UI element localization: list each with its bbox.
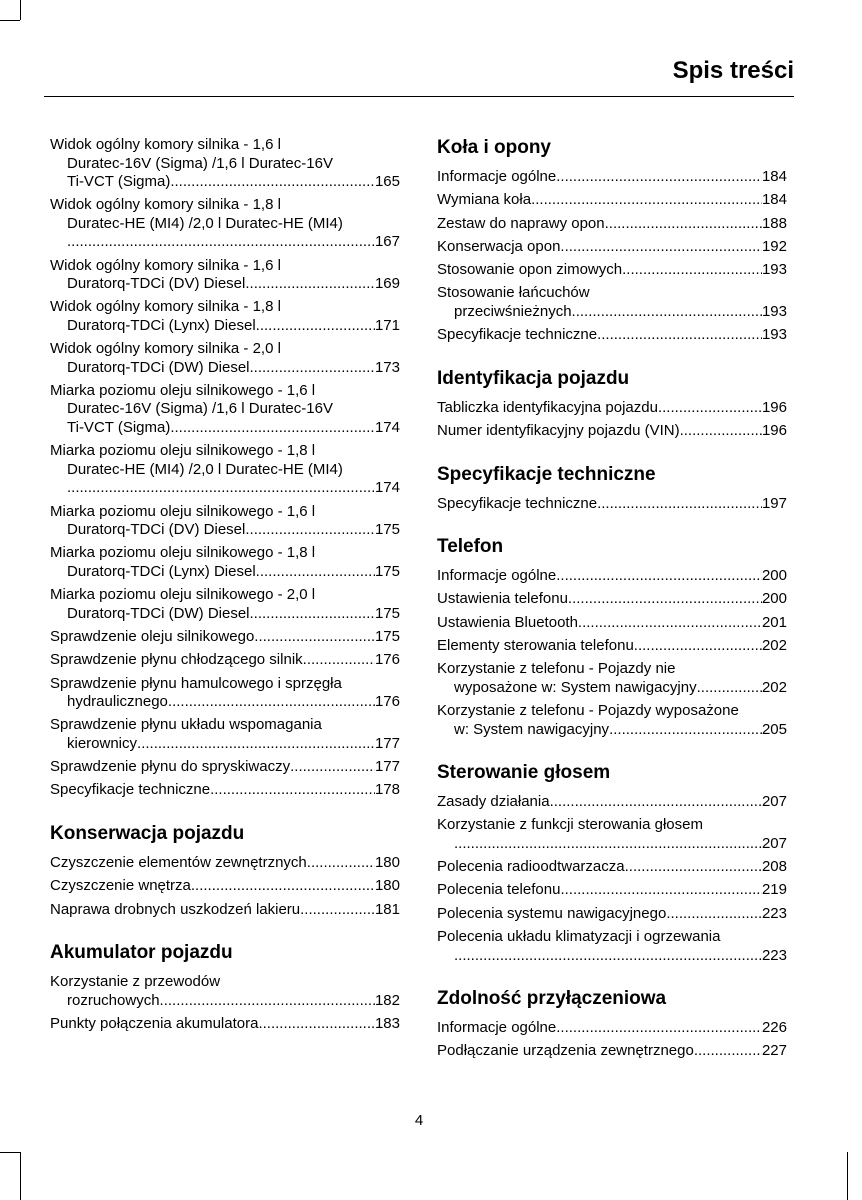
toc-page-number: 207 (761, 793, 787, 811)
toc-entry-line: Stosowanie łańcuchów (437, 284, 590, 302)
toc-page-number: 173 (374, 358, 400, 376)
toc-page-number: 200 (761, 590, 787, 608)
toc-entry-text: Specyfikacje techniczne (437, 494, 598, 512)
toc-entry-text: kierownicy (67, 734, 138, 752)
toc-page-number: 207 (761, 834, 787, 852)
toc-entry-text: Ti-VCT (Sigma) (67, 173, 171, 190)
toc-entry-text: Ustawienia Bluetooth (437, 613, 578, 631)
dot-leader (578, 614, 762, 633)
toc-entry-line: Widok ogólny komory silnika - 2,0 l (50, 340, 281, 358)
toc-entry-last-line (437, 881, 787, 900)
toc-entry-line: Duratec-HE (MI4) /2,0 l Duratec-HE (MI4) (67, 214, 343, 232)
toc-page-number: 202 (761, 678, 787, 696)
toc-entry-line: Widok ogólny komory silnika - 1,6 l (50, 136, 281, 153)
toc-entry-last-line (437, 399, 787, 418)
dot-leader (210, 781, 375, 800)
toc-entry-last-line (50, 992, 400, 1011)
crop-mark-top-left-vertical (20, 0, 21, 20)
toc-entry-last-line (437, 495, 787, 514)
toc-entry[interactable] (437, 614, 787, 633)
toc-entry[interactable] (50, 651, 400, 670)
toc-entry-last-line (50, 521, 400, 540)
toc-entry[interactable] (50, 973, 400, 1010)
toc-entry-text: Sprawdzenie oleju silnikowego (50, 627, 255, 645)
toc-page-number: 201 (761, 613, 787, 631)
toc-page-number: 196 (761, 422, 787, 440)
toc-entry-line: Korzystanie z telefonu - Pojazdy wyposażone (437, 702, 739, 720)
toc-entry-last-line (437, 215, 787, 234)
dot-leader (550, 793, 762, 812)
toc-page-number: 205 (761, 720, 787, 738)
toc-page-number: 175 (374, 627, 400, 645)
toc-page-number: 193 (761, 261, 787, 279)
toc-entry-last-line (437, 835, 787, 854)
toc-entry-text: Punkty połączenia akumulatora (50, 1014, 259, 1032)
toc-entry[interactable] (50, 781, 400, 800)
toc-entry-last-line (50, 173, 400, 192)
toc-entry-text: Informacje ogólne (437, 168, 557, 185)
toc-entry-text: Polecenia radioodtwarzacza (437, 858, 625, 876)
crop-mark-bottom-left-horizontal (0, 1152, 20, 1153)
toc-entry-last-line (437, 303, 787, 322)
toc-entry-last-line (437, 1042, 787, 1061)
dot-leader (560, 238, 762, 257)
toc-section (437, 136, 787, 345)
toc-entry-text: Specyfikacje techniczne (50, 781, 211, 799)
toc-entry-line: Widok ogólny komory silnika - 1,8 l (50, 196, 281, 214)
toc-entry-last-line (50, 877, 400, 896)
toc-entry[interactable] (437, 238, 787, 257)
dot-leader (168, 693, 375, 712)
dot-leader (303, 651, 375, 670)
dot-leader (256, 563, 375, 582)
toc-entry-last-line (50, 901, 400, 920)
toc-section (437, 987, 787, 1061)
toc-entry-text: Naprawa drobnych uszkodzeń lakieru (50, 900, 301, 918)
dot-leader (622, 261, 762, 280)
toc-entry[interactable] (437, 637, 787, 656)
toc-entry-text: Duratorq-TDCi (Lynx) Diesel (67, 316, 256, 334)
toc-entry-line: Widok ogólny komory silnika - 1,6 l (50, 256, 281, 274)
toc-page-number: 180 (374, 877, 400, 895)
toc-entry[interactable] (437, 191, 787, 210)
toc-entry[interactable] (437, 215, 787, 234)
toc-entry-line: Korzystanie z przewodów (50, 973, 221, 991)
dot-leader (256, 317, 375, 336)
toc-column-left (50, 136, 400, 1038)
toc-entry-last-line (50, 233, 400, 252)
toc-entry-line: Polecenia układu klimatyzacji i ogrzewania (437, 928, 721, 946)
toc-page-number: 192 (761, 237, 787, 255)
toc-entry[interactable] (50, 628, 400, 647)
section-heading: Identyfikacja pojazdu (437, 367, 630, 389)
toc-entry[interactable] (437, 881, 787, 900)
dot-leader (160, 992, 375, 1011)
toc-page-number: 167 (374, 233, 400, 251)
toc-page-number: 175 (374, 562, 400, 580)
toc-entry-last-line (437, 422, 787, 441)
toc-entry-last-line (50, 563, 400, 582)
toc-entry-text: Numer identyfikacyjny pojazdu (VIN) (437, 422, 680, 440)
toc-page-number: 184 (761, 191, 787, 209)
dot-leader (666, 905, 762, 924)
dot-leader (250, 359, 375, 378)
toc-page-number: 175 (374, 521, 400, 539)
toc-page-number: 174 (374, 418, 400, 436)
toc-entry-last-line (50, 628, 400, 647)
toc-entry[interactable] (50, 716, 400, 753)
toc-entry[interactable] (50, 1015, 400, 1034)
dot-leader (609, 721, 762, 740)
toc-entry[interactable] (50, 257, 400, 294)
toc-entry-line: Duratec-16V (Sigma) /1,6 l Duratec-16V (67, 400, 333, 418)
dot-leader (572, 303, 762, 322)
dot-leader (290, 758, 375, 777)
toc-entry[interactable] (437, 928, 787, 965)
toc-entry-text: Duratorq-TDCi (Lynx) Diesel (67, 562, 256, 580)
section-heading: Konserwacja pojazdu (50, 822, 245, 844)
toc-entry-text: hydraulicznego (67, 693, 168, 711)
toc-page-number: 208 (761, 858, 787, 876)
dot-leader (597, 495, 762, 514)
toc-column-right (437, 136, 787, 1066)
toc-entry-text: Stosowanie opon zimowych (437, 261, 623, 279)
toc-entry-last-line (437, 168, 787, 187)
toc-page-number: 181 (374, 900, 400, 918)
section-heading: Koła i opony (437, 137, 551, 158)
toc-entry[interactable] (50, 503, 400, 540)
toc-page-number: 193 (761, 302, 787, 320)
toc-section (437, 367, 787, 441)
toc-entry-text: Informacje ogólne (437, 1019, 557, 1037)
dot-leader (697, 679, 762, 698)
toc-entry[interactable] (437, 816, 787, 853)
toc-entry-last-line (437, 858, 787, 877)
toc-section (437, 535, 787, 739)
dot-leader (258, 1015, 375, 1034)
dot-leader (680, 422, 762, 441)
toc-entry[interactable] (437, 168, 787, 187)
toc-entry-line: Korzystanie z telefonu - Pojazdy nie (437, 660, 676, 678)
toc-section (437, 761, 787, 965)
crop-mark-bottom-left-vertical (20, 1152, 21, 1200)
dot-leader (556, 1019, 762, 1038)
toc-entry[interactable] (437, 567, 787, 586)
toc-entry-text: Polecenia systemu nawigacyjnego (437, 904, 667, 922)
dot-leader (67, 479, 375, 498)
toc-entry[interactable] (437, 660, 787, 697)
toc-entry-text: Duratorq-TDCi (DV) Diesel (67, 521, 246, 539)
page-number: 4 (414, 1112, 424, 1129)
toc-section (437, 463, 787, 514)
toc-entry-last-line (50, 651, 400, 670)
toc-entry-last-line (437, 191, 787, 210)
toc-page-number: 178 (374, 781, 400, 799)
toc-entry[interactable] (437, 261, 787, 280)
toc-entry-last-line (437, 793, 787, 812)
toc-entry-line: Sprawdzenie płynu układu wspomagania (50, 716, 322, 734)
toc-entry-text: Sprawdzenie płynu chłodzącego silnik (50, 651, 303, 669)
dot-leader (454, 947, 762, 966)
toc-entry-text: Konserwacja opon (437, 237, 561, 255)
dot-leader (556, 567, 762, 586)
toc-entry-line: Miarka poziomu oleju silnikowego - 1,8 l (50, 544, 316, 562)
toc-page-number: 197 (761, 494, 787, 512)
section-heading: Akumulator pojazdu (50, 942, 233, 964)
toc-page-number: 219 (761, 881, 787, 899)
toc-entry-last-line (50, 735, 400, 754)
crop-mark-top-left-horizontal (0, 20, 20, 21)
toc-entry[interactable] (50, 901, 400, 920)
toc-page-number: 171 (374, 316, 400, 334)
dot-leader (597, 326, 762, 345)
toc-entry[interactable] (437, 1042, 787, 1061)
dot-leader (170, 173, 375, 192)
toc-entry[interactable] (437, 858, 787, 877)
toc-entry[interactable] (50, 382, 400, 438)
toc-page-number: 182 (374, 991, 400, 1009)
toc-entry[interactable] (50, 442, 400, 498)
toc-entry-text: Specyfikacje techniczne (437, 326, 598, 344)
toc-page-number: 184 (761, 168, 787, 185)
toc-page-number: 200 (761, 567, 787, 585)
toc-entry-last-line (50, 605, 400, 624)
toc-page-number: 177 (374, 734, 400, 752)
toc-entry-last-line (50, 359, 400, 378)
toc-entry[interactable] (50, 675, 400, 712)
dot-leader (531, 191, 762, 210)
toc-entry-last-line (50, 854, 400, 873)
toc-section (50, 136, 400, 800)
toc-section (50, 941, 400, 1033)
dot-leader (605, 215, 762, 234)
toc-entry-text: Czyszczenie elementów zewnętrznych (50, 853, 307, 871)
toc-entry-text: w: System nawigacyjny (454, 720, 610, 738)
toc-page-number: 223 (761, 946, 787, 964)
dot-leader (556, 168, 762, 187)
toc-entry-text: Czyszczenie wnętrza (50, 877, 191, 895)
toc-page-number: 176 (374, 693, 400, 711)
crop-mark-bottom-right-vertical (847, 1152, 848, 1200)
dot-leader (307, 854, 375, 873)
dot-leader (625, 858, 762, 877)
page-title: Spis treści (672, 57, 794, 84)
toc-entry[interactable] (50, 586, 400, 623)
toc-entry-last-line (437, 1019, 787, 1038)
dot-leader (694, 1042, 762, 1061)
toc-entry[interactable] (437, 590, 787, 609)
toc-entry-text: Informacje ogólne (437, 567, 557, 585)
toc-entry[interactable] (437, 495, 787, 514)
toc-entry-text: Duratorq-TDCi (DW) Diesel (67, 358, 250, 376)
toc-page-number: 174 (374, 479, 400, 497)
dot-leader (170, 419, 375, 438)
toc-entry-text: Elementy sterowania telefonu (437, 636, 634, 654)
toc-page-number: 202 (761, 636, 787, 654)
toc-entry-last-line (50, 758, 400, 777)
toc-entry-last-line (50, 781, 400, 800)
toc-page-number: 169 (374, 275, 400, 293)
toc-entry-text: Duratorq-TDCi (DV) Diesel (67, 275, 246, 293)
toc-entry-line: Duratec-HE (MI4) /2,0 l Duratec-HE (MI4) (67, 460, 343, 478)
toc-entry[interactable] (50, 544, 400, 581)
toc-page-number: 183 (374, 1014, 400, 1032)
toc-entry[interactable] (50, 854, 400, 873)
toc-page-number: 223 (761, 904, 787, 922)
dot-leader (245, 275, 375, 294)
toc-entry[interactable] (437, 793, 787, 812)
toc-entry-line: Korzystanie z funkcji sterowania głosem (437, 816, 703, 834)
toc-entry-text: Wymiana koła (437, 191, 532, 209)
toc-entry-last-line (437, 721, 787, 740)
toc-entry-last-line (50, 275, 400, 294)
toc-entry-line: Miarka poziomu oleju silnikowego - 1,6 l (50, 502, 316, 520)
toc-entry-text: Polecenia telefonu (437, 881, 561, 899)
toc-entry-last-line (437, 261, 787, 280)
toc-entry[interactable] (50, 136, 400, 192)
toc-entry-last-line (50, 419, 400, 438)
toc-page-number: 180 (374, 853, 400, 871)
dot-leader (250, 605, 375, 624)
dot-leader (300, 901, 375, 920)
toc-entry-text: Sprawdzenie płynu do spryskiwaczy (50, 758, 291, 776)
toc-page-number: 227 (761, 1042, 787, 1060)
toc-entry-last-line (437, 637, 787, 656)
title-divider (44, 96, 794, 97)
dot-leader (67, 233, 375, 252)
toc-entry-line: Duratec-16V (Sigma) /1,6 l Duratec-16V (67, 154, 333, 172)
toc-entry-last-line (437, 679, 787, 698)
dot-leader (191, 877, 375, 896)
dot-leader (634, 637, 762, 656)
toc-page-number: 177 (374, 758, 400, 776)
dot-leader (560, 881, 762, 900)
toc-entry[interactable] (50, 196, 400, 252)
toc-entry-line: Sprawdzenie płynu hamulcowego i sprzęgła (50, 674, 342, 692)
toc-entry-last-line (437, 238, 787, 257)
toc-entry-last-line (437, 590, 787, 609)
toc-entry-text: Podłączanie urządzenia zewnętrznego (437, 1042, 694, 1060)
toc-entry-last-line (437, 947, 787, 966)
toc-entry-last-line (437, 905, 787, 924)
toc-entry[interactable] (437, 905, 787, 924)
toc-entry-text: Ustawienia telefonu (437, 590, 568, 608)
toc-page-number: 193 (761, 326, 787, 344)
toc-entry-text: wyposażone w: System nawigacyjny (454, 678, 697, 696)
dot-leader (245, 521, 375, 540)
toc-entry[interactable] (437, 399, 787, 418)
toc-entry-last-line (50, 1015, 400, 1034)
dot-leader (454, 835, 762, 854)
toc-entry-text: Duratorq-TDCi (DW) Diesel (67, 604, 250, 622)
toc-entry[interactable] (437, 284, 787, 321)
toc-entry[interactable] (437, 702, 787, 739)
toc-entry-last-line (437, 567, 787, 586)
dot-leader (254, 628, 375, 647)
toc-entry-line: Miarka poziomu oleju silnikowego - 1,8 l (50, 442, 316, 460)
section-heading: Specyfikacje techniczne (437, 463, 656, 485)
dot-leader (137, 735, 375, 754)
toc-page-number: 188 (761, 214, 787, 232)
toc-page-number: 226 (761, 1019, 787, 1037)
toc-entry[interactable] (437, 1019, 787, 1038)
toc-entry[interactable] (437, 422, 787, 441)
toc-entry-text: Tabliczka identyfikacyjna pojazdu (437, 398, 658, 416)
toc-entry-line: Miarka poziomu oleju silnikowego - 1,6 l (50, 381, 316, 399)
toc-entry[interactable] (50, 877, 400, 896)
section-heading: Sterowanie głosem (437, 762, 611, 784)
toc-entry-line: Widok ogólny komory silnika - 1,8 l (50, 298, 281, 316)
toc-page-number: 176 (374, 651, 400, 669)
toc-page-number: 165 (374, 173, 400, 190)
dot-leader (658, 399, 762, 418)
toc-entry[interactable] (50, 340, 400, 377)
toc-entry-last-line (50, 479, 400, 498)
toc-entry[interactable] (50, 758, 400, 777)
toc-page-number: 175 (374, 604, 400, 622)
toc-page-number: 196 (761, 398, 787, 416)
section-heading: Zdolność przyłączeniowa (437, 988, 667, 1010)
toc-entry-text: przeciwśnieżnych (454, 302, 572, 320)
toc-section (50, 822, 400, 919)
toc-entry-text: Ti-VCT (Sigma) (67, 418, 171, 436)
toc-entry-last-line (437, 614, 787, 633)
toc-entry-last-line (437, 326, 787, 345)
toc-entry[interactable] (50, 298, 400, 335)
section-heading: Telefon (437, 536, 504, 558)
toc-entry-text: Zasady działania (437, 793, 550, 811)
toc-entry-text: rozruchowych (67, 991, 160, 1009)
toc-entry-text: Zestaw do naprawy opon (437, 214, 605, 232)
toc-entry[interactable] (437, 326, 787, 345)
toc-entry-line: Miarka poziomu oleju silnikowego - 2,0 l (50, 586, 316, 604)
toc-entry-last-line (50, 317, 400, 336)
dot-leader (568, 590, 762, 609)
toc-entry-last-line (50, 693, 400, 712)
